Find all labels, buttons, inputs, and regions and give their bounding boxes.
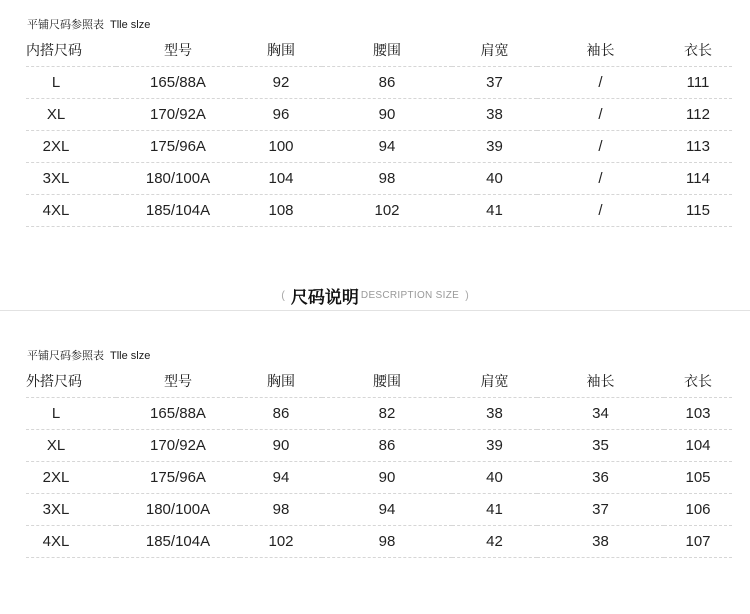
model-cell: 170/92A xyxy=(116,99,240,131)
header-size: 内搭尺码 xyxy=(26,34,116,67)
sleeve-cell: / xyxy=(537,99,664,131)
outer-table-title-cn: 平铺尺码参照表 xyxy=(27,349,104,362)
length-cell: 115 xyxy=(664,195,732,227)
header-waist: 腰围 xyxy=(322,365,452,398)
shoulder-cell: 42 xyxy=(452,526,537,558)
shoulder-cell: 41 xyxy=(452,195,537,227)
waist-cell: 82 xyxy=(322,398,452,430)
header-shoulder: 肩宽 xyxy=(452,34,537,67)
length-cell: 113 xyxy=(664,131,732,163)
sleeve-cell: / xyxy=(537,195,664,227)
model-cell: 185/104A xyxy=(116,195,240,227)
chest-cell: 86 xyxy=(240,398,322,430)
size-cell: 4XL xyxy=(42,202,70,219)
header-length: 衣长 xyxy=(664,34,732,67)
model-cell: 165/88A xyxy=(116,67,240,99)
waist-cell: 90 xyxy=(322,99,452,131)
sleeve-cell: / xyxy=(537,163,664,195)
table-row xyxy=(26,131,732,163)
size-cell: XL xyxy=(46,437,66,454)
chest-cell: 96 xyxy=(240,99,322,131)
waist-cell: 86 xyxy=(322,67,452,99)
length-cell: 114 xyxy=(664,163,732,195)
length-cell: 112 xyxy=(664,99,732,131)
model-cell: 180/100A xyxy=(116,494,240,526)
chest-cell: 90 xyxy=(240,430,322,462)
chest-cell: 104 xyxy=(240,163,322,195)
model-cell: 175/96A xyxy=(116,131,240,163)
waist-cell: 86 xyxy=(322,430,452,462)
shoulder-cell: 39 xyxy=(452,430,537,462)
header-length: 衣长 xyxy=(664,365,732,398)
sleeve-cell: 36 xyxy=(537,462,664,494)
inner-size-table xyxy=(26,34,732,227)
sleeve-cell: 35 xyxy=(537,430,664,462)
header-model: 型号 xyxy=(116,365,240,398)
model-cell: 165/88A xyxy=(116,398,240,430)
size-cell: 2XL xyxy=(42,469,70,486)
shoulder-cell: 38 xyxy=(452,398,537,430)
sleeve-cell: 38 xyxy=(537,526,664,558)
length-cell: 105 xyxy=(664,462,732,494)
size-cell: L xyxy=(51,405,61,422)
header-sleeve: 袖长 xyxy=(537,365,664,398)
header-chest: 胸围 xyxy=(240,365,322,398)
shoulder-cell: 38 xyxy=(452,99,537,131)
model-cell: 175/96A xyxy=(116,462,240,494)
heading-title-cn: 尺码说明 xyxy=(290,288,359,308)
chest-cell: 98 xyxy=(240,494,322,526)
table-row xyxy=(26,526,732,558)
shoulder-cell: 40 xyxy=(452,163,537,195)
table-row xyxy=(26,398,732,430)
size-description-heading xyxy=(0,283,750,308)
waist-cell: 90 xyxy=(322,462,452,494)
table-row xyxy=(26,67,732,99)
table-row xyxy=(26,99,732,131)
chest-cell: 92 xyxy=(240,67,322,99)
length-cell: 107 xyxy=(664,526,732,558)
header-size: 外搭尺码 xyxy=(26,365,116,398)
chest-cell: 94 xyxy=(240,462,322,494)
inner-table-title-en: Tlle slze xyxy=(110,19,151,31)
header-model: 型号 xyxy=(116,34,240,67)
outer-size-table xyxy=(26,365,732,558)
heading-title-en: DESCRIPTION SIZE xyxy=(360,290,460,301)
length-cell: 111 xyxy=(664,67,732,99)
waist-cell: 98 xyxy=(322,163,452,195)
header-sleeve: 袖长 xyxy=(537,34,664,67)
inner-table-title-cn: 平铺尺码参照表 xyxy=(27,18,104,31)
length-cell: 103 xyxy=(664,398,732,430)
size-cell: 3XL xyxy=(42,501,70,518)
shoulder-cell: 37 xyxy=(452,67,537,99)
size-cell: 2XL xyxy=(42,138,70,155)
sleeve-cell: / xyxy=(537,131,664,163)
shoulder-cell: 39 xyxy=(452,131,537,163)
table-header-row xyxy=(26,365,732,398)
waist-cell: 94 xyxy=(322,131,452,163)
table-row xyxy=(26,195,732,227)
inner-table-title xyxy=(27,16,150,32)
chest-cell: 102 xyxy=(240,526,322,558)
header-chest: 胸围 xyxy=(240,34,322,67)
length-cell: 104 xyxy=(664,430,732,462)
shoulder-cell: 41 xyxy=(452,494,537,526)
header-shoulder: 肩宽 xyxy=(452,365,537,398)
table-row xyxy=(26,163,732,195)
shoulder-cell: 40 xyxy=(452,462,537,494)
table-header-row xyxy=(26,34,732,67)
waist-cell: 98 xyxy=(322,526,452,558)
heading-bracket-left: ( xyxy=(281,289,285,302)
chest-cell: 108 xyxy=(240,195,322,227)
sleeve-cell: 37 xyxy=(537,494,664,526)
length-cell: 106 xyxy=(664,494,732,526)
section-divider-line xyxy=(0,310,750,311)
outer-table-title-en: Tlle slze xyxy=(110,350,151,362)
table-row xyxy=(26,462,732,494)
table-row xyxy=(26,494,732,526)
size-cell: 3XL xyxy=(42,170,70,187)
heading-bracket-right: ) xyxy=(465,289,469,302)
header-waist: 腰围 xyxy=(322,34,452,67)
waist-cell: 102 xyxy=(322,195,452,227)
size-cell: 4XL xyxy=(42,533,70,550)
table-row xyxy=(26,430,732,462)
sleeve-cell: / xyxy=(537,67,664,99)
size-cell: L xyxy=(51,74,61,91)
size-cell: XL xyxy=(46,106,66,123)
outer-table-title xyxy=(27,347,150,363)
model-cell: 185/104A xyxy=(116,526,240,558)
sleeve-cell: 34 xyxy=(537,398,664,430)
waist-cell: 94 xyxy=(322,494,452,526)
model-cell: 180/100A xyxy=(116,163,240,195)
chest-cell: 100 xyxy=(240,131,322,163)
model-cell: 170/92A xyxy=(116,430,240,462)
